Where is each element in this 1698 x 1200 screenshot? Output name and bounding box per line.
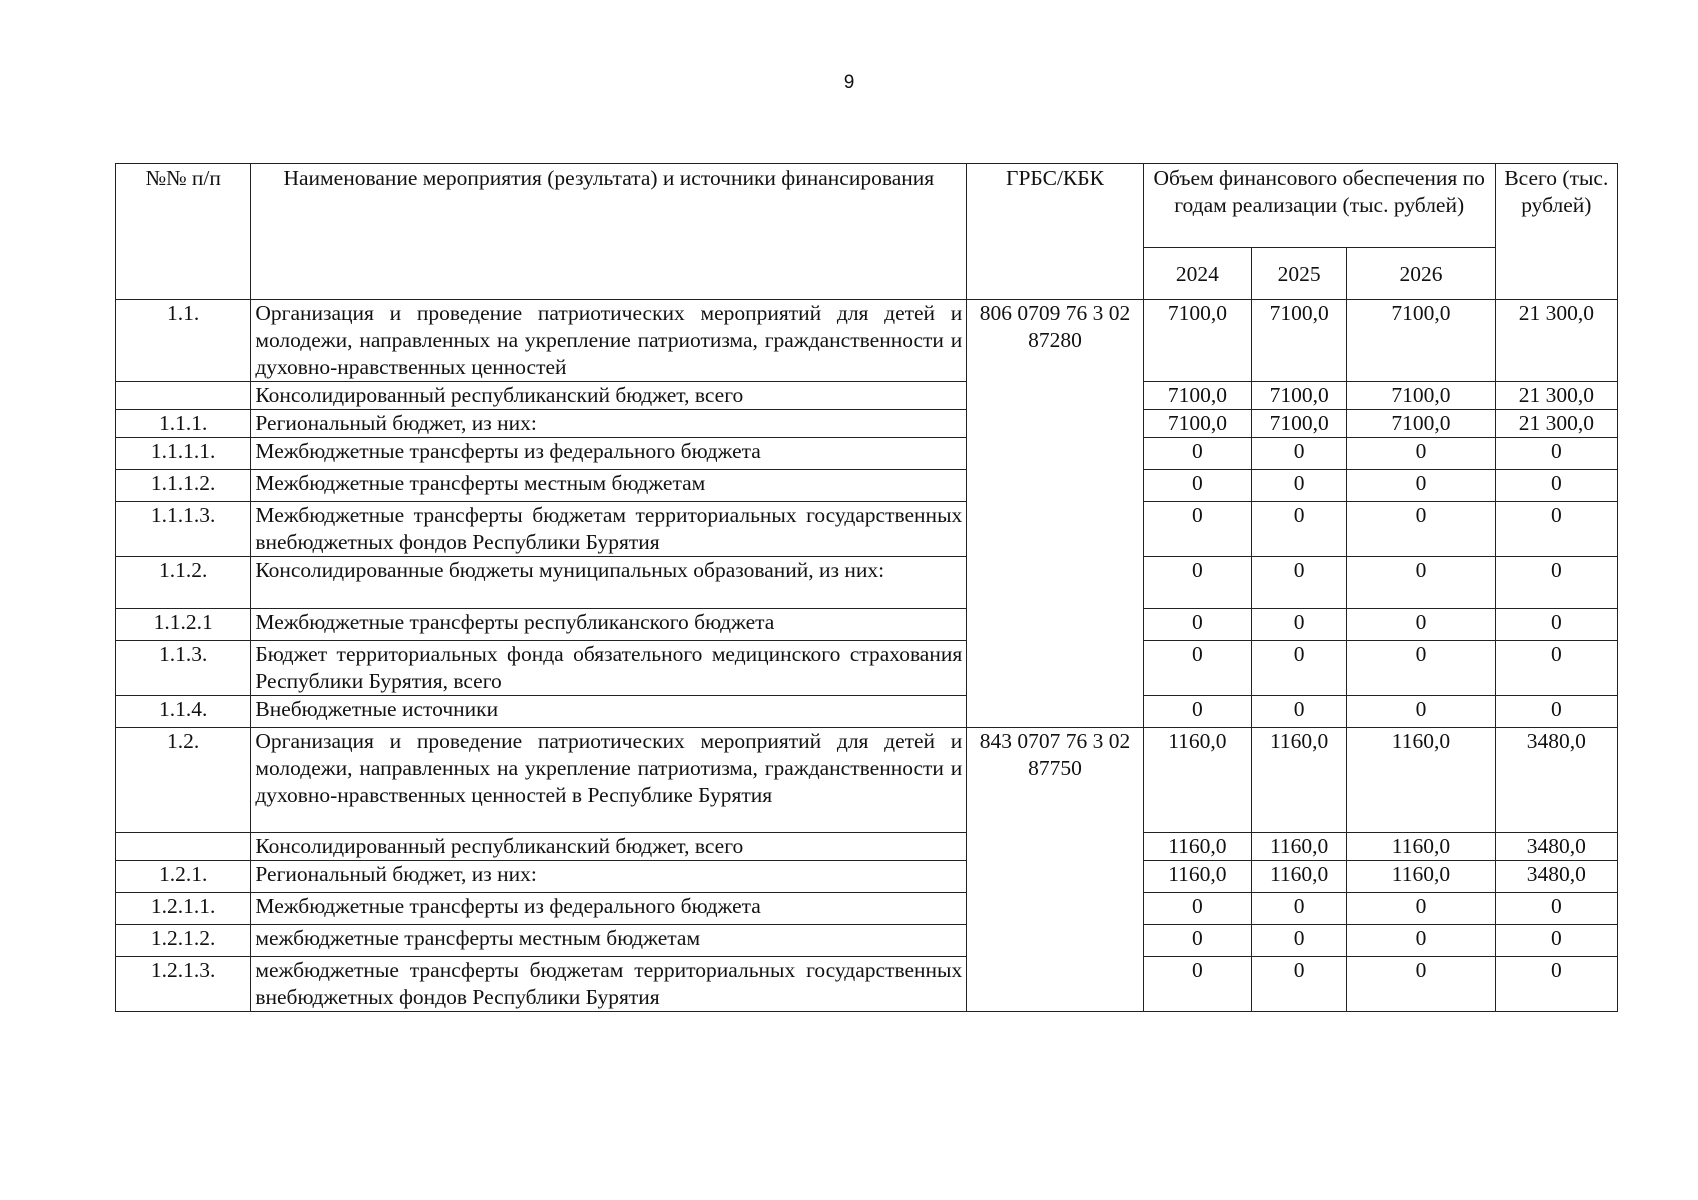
value-total: 3480,0: [1495, 833, 1617, 861]
value-2025: 0: [1252, 557, 1347, 609]
value-2026: 1160,0: [1347, 861, 1495, 893]
table-body: [116, 300, 1618, 1012]
header-volume: Объем финансового обеспечения по годам реализации (тыс. рублей): [1143, 164, 1495, 248]
row-number: 1.1.2.1: [116, 609, 251, 641]
value-2026: 0: [1347, 557, 1495, 609]
value-2026: 7100,0: [1347, 382, 1495, 410]
header-total: Всего (тыс. рублей): [1495, 164, 1617, 300]
header-num: №№ п/п: [116, 164, 251, 300]
table-row: [116, 438, 1618, 470]
value-total: 0: [1495, 696, 1617, 728]
table-row: [116, 641, 1618, 696]
row-number: 1.1.4.: [116, 696, 251, 728]
value-2026: 0: [1347, 502, 1495, 557]
value-2024: 0: [1143, 925, 1251, 957]
value-2025: 0: [1252, 502, 1347, 557]
value-2025: 0: [1252, 470, 1347, 502]
table-row: [116, 696, 1618, 728]
value-total: 0: [1495, 438, 1617, 470]
grbs-kbk-code: 843 0707 76 3 02 87750: [967, 728, 1143, 1012]
value-total: 0: [1495, 502, 1617, 557]
row-name: Организация и проведение патриотических мероприятий для детей и молодежи, направленных на укрепление патриотизма, гражданственности и духовно-нравственных ценностей в Республике Бурятия: [251, 728, 967, 833]
value-2024: 0: [1143, 696, 1251, 728]
value-2024: 7100,0: [1143, 382, 1251, 410]
table-row: [116, 470, 1618, 502]
value-2025: 0: [1252, 609, 1347, 641]
table-row: [116, 557, 1618, 609]
header-code: ГРБС/КБК: [967, 164, 1143, 300]
value-total: 21 300,0: [1495, 300, 1617, 382]
value-total: 0: [1495, 641, 1617, 696]
header-name: Наименование мероприятия (результата) и источники финансирования: [251, 164, 967, 300]
value-total: 0: [1495, 957, 1617, 1012]
row-name: Региональный бюджет, из них:: [251, 861, 967, 893]
value-2024: 0: [1143, 502, 1251, 557]
row-name: Бюджет территориальных фонда обязательного медицинского страхования Республики Бурятия, всего: [251, 641, 967, 696]
value-2026: 1160,0: [1347, 833, 1495, 861]
value-2026: 0: [1347, 925, 1495, 957]
row-name: Организация и проведение патриотических мероприятий для детей и молодежи, направленных на укрепление патриотизма, гражданственности и духовно-нравственных ценностей: [251, 300, 967, 382]
row-name: Консолидированные бюджеты муниципальных образований, из них:: [251, 557, 967, 609]
row-name: Консолидированный республиканский бюджет, всего: [251, 833, 967, 861]
table-row: [116, 957, 1618, 1012]
value-2025: 0: [1252, 893, 1347, 925]
value-2025: 1160,0: [1252, 861, 1347, 893]
value-2024: 7100,0: [1143, 300, 1251, 382]
value-2026: 0: [1347, 641, 1495, 696]
row-number: 1.1.1.: [116, 410, 251, 438]
value-total: 3480,0: [1495, 861, 1617, 893]
row-number: 1.2.1.3.: [116, 957, 251, 1012]
value-2024: 0: [1143, 609, 1251, 641]
financing-table: [115, 163, 1618, 1012]
row-name: Межбюджетные трансферты бюджетам территориальных государственных внебюджетных фондов Республики Бурятия: [251, 502, 967, 557]
row-number: 1.2.: [116, 728, 251, 833]
value-total: 0: [1495, 609, 1617, 641]
table-row: [116, 861, 1618, 893]
value-total: 0: [1495, 557, 1617, 609]
value-2025: 7100,0: [1252, 410, 1347, 438]
row-number: 1.2.1.2.: [116, 925, 251, 957]
row-name: Межбюджетные трансферты местным бюджетам: [251, 470, 967, 502]
row-name: Региональный бюджет, из них:: [251, 410, 967, 438]
value-2024: 1160,0: [1143, 728, 1251, 833]
table-row: [116, 382, 1618, 410]
header-year-2026: 2026: [1347, 248, 1495, 300]
value-2024: 0: [1143, 893, 1251, 925]
value-2025: 0: [1252, 696, 1347, 728]
value-2024: 0: [1143, 641, 1251, 696]
value-2025: 1160,0: [1252, 833, 1347, 861]
row-number: 1.1.3.: [116, 641, 251, 696]
value-2024: 0: [1143, 470, 1251, 502]
value-2024: 0: [1143, 438, 1251, 470]
value-2025: 7100,0: [1252, 382, 1347, 410]
table-row: [116, 893, 1618, 925]
page-number: 9: [843, 72, 855, 93]
value-2024: 1160,0: [1143, 833, 1251, 861]
value-2026: 0: [1347, 893, 1495, 925]
table-row: [116, 609, 1618, 641]
row-name: межбюджетные трансферты бюджетам территориальных государственных внебюджетных фондов Республики Бурятия: [251, 957, 967, 1012]
value-2024: 0: [1143, 557, 1251, 609]
row-number: 1.1.: [116, 300, 251, 382]
row-name: Межбюджетные трансферты из федерального бюджета: [251, 893, 967, 925]
value-total: 0: [1495, 470, 1617, 502]
row-name: Внебюджетные источники: [251, 696, 967, 728]
value-2026: 7100,0: [1347, 300, 1495, 382]
value-2026: 0: [1347, 609, 1495, 641]
row-name: межбюджетные трансферты местным бюджетам: [251, 925, 967, 957]
header-year-2024: 2024: [1143, 248, 1251, 300]
value-2026: 0: [1347, 470, 1495, 502]
table-row: [116, 728, 1618, 833]
value-2026: 0: [1347, 696, 1495, 728]
value-2025: 0: [1252, 925, 1347, 957]
header-year-2025: 2025: [1252, 248, 1347, 300]
row-number: 1.1.1.1.: [116, 438, 251, 470]
row-number: 1.2.1.1.: [116, 893, 251, 925]
value-2024: 1160,0: [1143, 861, 1251, 893]
value-2025: 0: [1252, 438, 1347, 470]
value-2026: 1160,0: [1347, 728, 1495, 833]
row-number: 1.1.2.: [116, 557, 251, 609]
value-2025: 0: [1252, 641, 1347, 696]
row-number: [116, 382, 251, 410]
value-2026: 0: [1347, 438, 1495, 470]
value-total: 21 300,0: [1495, 382, 1617, 410]
value-total: 0: [1495, 893, 1617, 925]
row-name: Консолидированный республиканский бюджет, всего: [251, 382, 967, 410]
row-number: [116, 833, 251, 861]
value-total: 3480,0: [1495, 728, 1617, 833]
row-name: Межбюджетные трансферты из федерального бюджета: [251, 438, 967, 470]
value-total: 21 300,0: [1495, 410, 1617, 438]
value-2026: 7100,0: [1347, 410, 1495, 438]
row-number: 1.1.1.2.: [116, 470, 251, 502]
table-row: [116, 410, 1618, 438]
value-total: 0: [1495, 925, 1617, 957]
row-number: 1.1.1.3.: [116, 502, 251, 557]
table-row: [116, 502, 1618, 557]
value-2026: 0: [1347, 957, 1495, 1012]
row-name: Межбюджетные трансферты республиканского бюджета: [251, 609, 967, 641]
grbs-kbk-code: 806 0709 76 3 02 87280: [967, 300, 1143, 728]
value-2024: 0: [1143, 957, 1251, 1012]
value-2025: 1160,0: [1252, 728, 1347, 833]
table-row: [116, 833, 1618, 861]
value-2024: 7100,0: [1143, 410, 1251, 438]
table-row: [116, 925, 1618, 957]
table-row: [116, 300, 1618, 382]
value-2025: 7100,0: [1252, 300, 1347, 382]
value-2025: 0: [1252, 957, 1347, 1012]
row-number: 1.2.1.: [116, 861, 251, 893]
